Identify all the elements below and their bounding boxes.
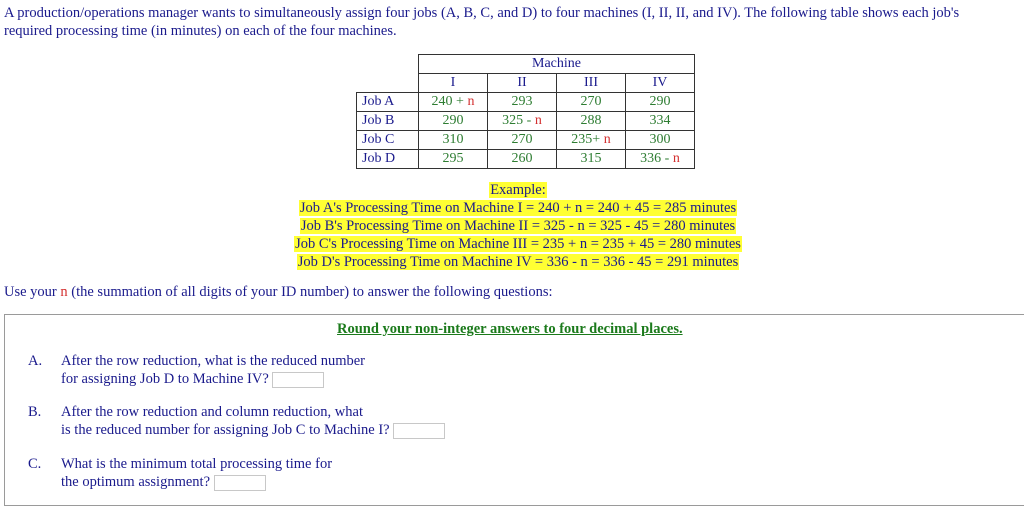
table-row <box>357 93 695 112</box>
question-text: What is the minimum total processing time for <box>61 456 333 472</box>
machine-header: III <box>557 74 626 93</box>
instruction-text: Use your n (the summation of all digits of your ID number) to answer the following questions: <box>4 284 553 300</box>
time-cell: 315 <box>557 150 626 169</box>
job-label: Job B <box>357 112 419 131</box>
machine-header: I <box>419 74 488 93</box>
example-block <box>280 181 756 271</box>
table-header-row <box>357 74 695 93</box>
question-text: After the row reduction and column reduction, what <box>61 404 363 420</box>
answer-b-input[interactable] <box>393 423 445 439</box>
time-cell: 290 <box>419 112 488 131</box>
processing-time-table <box>356 54 695 169</box>
question-text: for assigning Job D to Machine IV? <box>61 371 269 387</box>
time-cell: 270 <box>488 131 557 150</box>
problem-intro <box>4 4 1019 40</box>
corner-cell <box>357 55 419 74</box>
example-title: Example: <box>490 182 546 198</box>
time-cell: 288 <box>557 112 626 131</box>
intro-line-2: required processing time (in minutes) on each of the four machines. <box>4 23 397 39</box>
job-label: Job D <box>357 150 419 169</box>
question-letter: C. <box>28 456 42 472</box>
intro-line-1: A production/operations manager wants to simultaneously assign four jobs (A, B, C, and D) to four machines (I, II, II, and IV). The following table shows each job's <box>4 5 960 21</box>
example-line: Job C's Processing Time on Machine III = 235 + n = 235 + 45 = 280 minutes <box>295 236 741 252</box>
time-cell: 325 - n <box>488 112 557 131</box>
time-cell: 295 <box>419 150 488 169</box>
question-text: the optimum assignment? <box>61 474 211 490</box>
machine-header: II <box>488 74 557 93</box>
time-cell: 300 <box>626 131 695 150</box>
question-letter: B. <box>28 404 42 420</box>
table-row <box>357 150 695 169</box>
example-line: Job D's Processing Time on Machine IV = 336 - n = 336 - 45 = 291 minutes <box>297 254 739 270</box>
corner-cell <box>357 74 419 93</box>
rounding-note: Round your non-integer answers to four decimal places. <box>337 321 683 337</box>
question-panel <box>4 314 1024 506</box>
time-cell: 310 <box>419 131 488 150</box>
example-line: Job B's Processing Time on Machine II = 325 - n = 325 - 45 = 280 minutes <box>300 218 736 234</box>
job-label: Job A <box>357 93 419 112</box>
time-cell: 260 <box>488 150 557 169</box>
time-cell: 336 - n <box>626 150 695 169</box>
time-cell: 235+ n <box>557 131 626 150</box>
time-cell: 334 <box>626 112 695 131</box>
job-label: Job C <box>357 131 419 150</box>
time-cell: 293 <box>488 93 557 112</box>
time-cell: 240 + n <box>419 93 488 112</box>
table-row <box>357 112 695 131</box>
question-letter: A. <box>28 353 43 369</box>
answer-c-input[interactable] <box>214 475 266 491</box>
answer-a-input[interactable] <box>272 372 324 388</box>
time-cell: 290 <box>626 93 695 112</box>
time-cell: 270 <box>557 93 626 112</box>
question-text: is the reduced number for assigning Job C to Machine I? <box>61 422 390 438</box>
machine-group-header: Machine <box>419 55 695 74</box>
machine-header: IV <box>626 74 695 93</box>
question-text: After the row reduction, what is the reduced number <box>61 353 365 369</box>
table-group-header-row <box>357 55 695 74</box>
table-row <box>357 131 695 150</box>
n-variable: n <box>60 284 68 300</box>
example-line: Job A's Processing Time on Machine I = 240 + n = 240 + 45 = 285 minutes <box>299 200 737 216</box>
